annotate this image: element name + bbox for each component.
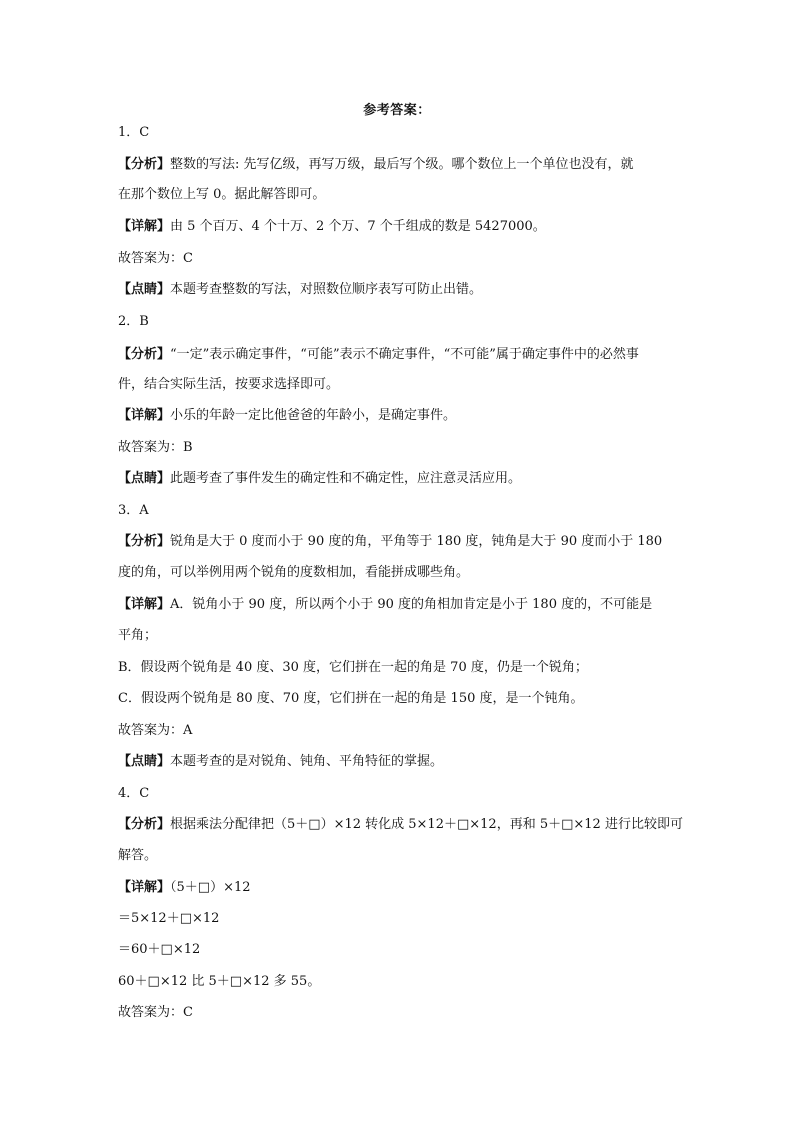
text-line xyxy=(118,1004,678,1022)
text-line xyxy=(118,722,678,740)
text-line xyxy=(118,156,678,174)
text-line xyxy=(118,879,678,897)
section-tag: 【点睛】 xyxy=(118,754,171,769)
text-line xyxy=(118,564,678,582)
line-text: ＝60＋□×12 xyxy=(118,942,201,957)
text-line xyxy=(118,407,678,425)
line-text: 4．C xyxy=(118,786,150,801)
line-text: 60＋□×12 比 5＋□×12 多 55。 xyxy=(118,974,321,989)
line-text: 度的角，可以举例用两个锐角的度数相加，看能拼成哪些角。 xyxy=(118,565,470,580)
text-line xyxy=(118,973,678,991)
line-text: 故答案为：A xyxy=(118,723,193,738)
line-text: 件，结合实际生活，按要求选择即可。 xyxy=(118,377,340,392)
line-text: 故答案为：C xyxy=(118,251,193,266)
line-text: 小乐的年龄一定比他爸爸的年龄小，是确定事件。 xyxy=(170,408,457,423)
line-text: 在那个数位上写 0。据此解答即可。 xyxy=(118,187,326,202)
line-text: ＝5×12＋□×12 xyxy=(118,911,220,926)
text-line xyxy=(118,376,678,394)
text-line xyxy=(118,281,678,299)
text-line xyxy=(118,346,678,364)
line-text: 解答。 xyxy=(118,848,158,863)
text-line xyxy=(118,124,678,142)
text-line xyxy=(118,533,678,551)
text-line xyxy=(118,186,678,204)
section-tag: 【分析】 xyxy=(118,534,171,549)
text-line xyxy=(118,785,678,803)
line-text: C．假设两个锐角是 80 度、70 度，它们拼在一起的角是 150 度，是一个钝角。 xyxy=(118,691,584,706)
text-line xyxy=(118,847,678,865)
line-text: 1．C xyxy=(118,125,150,140)
page-title: 参考答案： xyxy=(363,103,431,118)
text-line xyxy=(118,753,678,771)
text-line xyxy=(118,659,678,677)
section-tag: 【详解】 xyxy=(118,597,171,612)
line-text: “一定”表示确定事件，“可能”表示不确定事件，“不可能”属于确定事件中的必然事 xyxy=(170,347,639,362)
line-text: A．锐角小于 90 度，所以两个小于 90 度的角相加肯定是小于 180 度的，不可能是 xyxy=(170,597,653,612)
section-tag: 【点睛】 xyxy=(118,471,171,486)
text-line xyxy=(118,596,678,614)
text-line xyxy=(118,941,678,959)
line-text: 故答案为：B xyxy=(118,440,193,455)
text-line xyxy=(118,439,678,457)
text-line xyxy=(118,218,678,236)
line-text: 由 5 个百万、4 个十万、2 个万、7 个千组成的数是 5427000。 xyxy=(170,219,546,234)
section-tag: 【分析】 xyxy=(118,817,171,832)
section-tag: 【详解】 xyxy=(118,880,171,895)
text-line xyxy=(118,910,678,928)
line-text: （5＋□）×12 xyxy=(170,880,251,895)
line-text: 3．A xyxy=(118,503,149,518)
line-text: 整数的写法: 先写亿级，再写万级，最后写个级。哪个数位上一个单位也没有，就 xyxy=(170,157,634,172)
line-text: 本题考查整数的写法，对照数位顺序表写可防止出错。 xyxy=(170,282,483,297)
text-line xyxy=(118,690,678,708)
text-line xyxy=(118,502,678,520)
section-tag: 【分析】 xyxy=(118,347,171,362)
line-text: 本题考查的是对锐角、钝角、平角特征的掌握。 xyxy=(170,754,444,769)
line-text: 锐角是大于 0 度而小于 90 度的角，平角等于 180 度，钝角是大于 90 度而小于 180 xyxy=(170,534,663,549)
section-tag: 【点睛】 xyxy=(118,282,171,297)
section-tag: 【详解】 xyxy=(118,219,171,234)
section-tag: 【分析】 xyxy=(118,157,171,172)
section-tag: 【详解】 xyxy=(118,408,171,423)
text-line xyxy=(118,627,678,645)
text-line xyxy=(118,313,678,331)
line-text: 根据乘法分配律把（5＋□）×12 转化成 5×12＋□×12，再和 5＋□×12 进行比较即可 xyxy=(170,817,683,832)
line-text: 平角； xyxy=(118,628,158,643)
line-text: 此题考查了事件发生的确定性和不确定性，应注意灵活应用。 xyxy=(170,471,522,486)
text-line xyxy=(118,250,678,268)
line-text: 2．B xyxy=(118,314,149,329)
line-text: 故答案为：C xyxy=(118,1005,193,1020)
line-text: B．假设两个锐角是 40 度、30 度，它们拼在一起的角是 70 度，仍是一个锐角； xyxy=(118,660,588,675)
text-line xyxy=(118,816,683,834)
text-line xyxy=(118,470,678,488)
